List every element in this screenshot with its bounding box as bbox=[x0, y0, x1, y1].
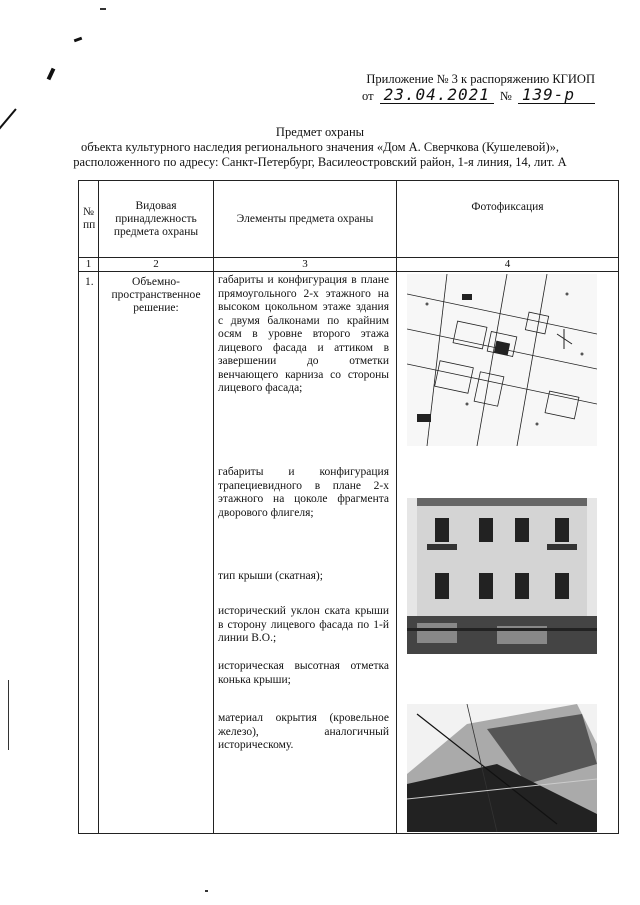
element-item: габариты и конфигурация трапециевидного в плане 2-х этажного на цоколе фрагмента дворового флигеля; bbox=[218, 466, 389, 519]
roof-photo bbox=[407, 704, 597, 832]
address-line: расположенного по адресу: Санкт-Петербург, Василеостровский район, 1-я линия, 14, лит. А bbox=[73, 155, 567, 169]
row-photos bbox=[397, 272, 619, 834]
appendix-header bbox=[315, 71, 595, 104]
row-type: Объемно-пространственное решение: bbox=[99, 272, 214, 834]
element-item: историческая высотная отметка конька крыши; bbox=[218, 660, 389, 686]
order-date: 23.04.2021 bbox=[380, 87, 494, 104]
element-item: габариты и конфигурация в плане прямоугольного 2-х этажного на высоком цокольном этаже здания с двумя балконами по крайним осям в уровне второго этажа лицевого фасада и аттиком в завершении до отметки венчающего карниза со стороны лицевого фасада; bbox=[218, 274, 389, 394]
from-label: от bbox=[362, 89, 374, 103]
element-item: материал окрытия (кровельное железо), аналогичный историческому. bbox=[218, 712, 389, 751]
order-number: 139-р bbox=[518, 87, 595, 104]
map-photo bbox=[407, 274, 597, 446]
element-item: исторический уклон ската крыши в сторону лицевого фасада по 1-й линии В.О.; bbox=[218, 605, 389, 644]
title-line: Предмет охраны bbox=[275, 125, 365, 139]
header-photos: Фотофиксация bbox=[397, 181, 619, 258]
col-number: 2 bbox=[99, 258, 214, 272]
header-elements: Элементы предмета охраны bbox=[214, 181, 397, 258]
row-elements bbox=[214, 272, 397, 834]
protection-table bbox=[78, 180, 619, 834]
col-number: 1 bbox=[79, 258, 99, 272]
row-index: 1. bbox=[79, 272, 99, 834]
number-label: № bbox=[499, 89, 512, 103]
scan-mark bbox=[205, 890, 208, 892]
header-number: № пп bbox=[79, 181, 99, 258]
scan-mark bbox=[100, 8, 106, 10]
subtitle-line: объекта культурного наследия регионального значения «Дом А. Сверчкова (Кушелевой)», bbox=[80, 140, 560, 154]
scan-mark bbox=[8, 680, 9, 750]
appendix-date-line bbox=[315, 87, 595, 104]
appendix-line: Приложение № 3 к распоряжению КГИОП bbox=[366, 72, 595, 86]
facade-photo bbox=[407, 478, 597, 654]
scan-mark bbox=[74, 37, 83, 43]
col-number: 4 bbox=[397, 258, 619, 272]
col-number: 3 bbox=[214, 258, 397, 272]
header-type: Видовая принадлежность предмета охраны bbox=[99, 181, 214, 258]
scan-mark bbox=[47, 68, 56, 81]
document-title bbox=[0, 125, 640, 170]
element-item: тип крыши (скатная); bbox=[218, 570, 323, 582]
